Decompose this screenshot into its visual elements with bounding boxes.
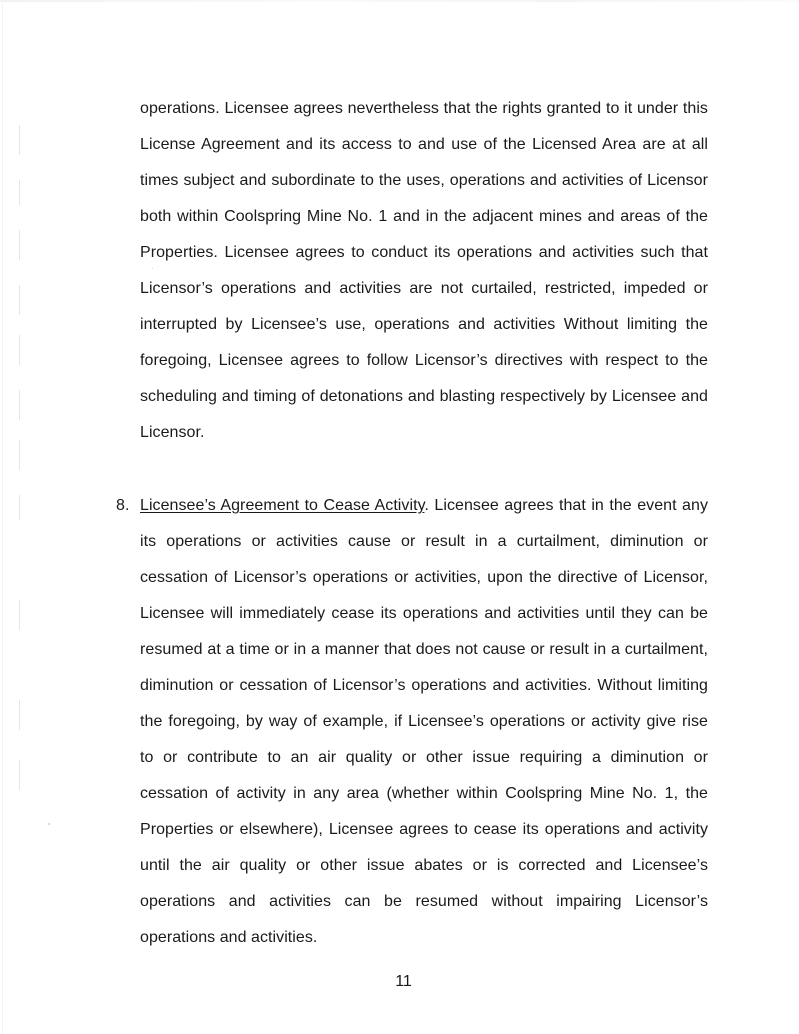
section-8-text: [140, 488, 708, 956]
scan-margin-mark: [19, 700, 20, 730]
scan-margin-mark: [19, 230, 20, 260]
section-body: Licensee agrees that in the event any its operations or activities cause or result in a curtailment, diminution or cessation of Licensor’s operations or activities, upon the directive of Licensor, Licensee will immediately cease its operations and activities until they can be resumed at a time or in a manner that does not cause or result in a curtailment, diminution or cessation of Licensor’s operations and activities. Without limiting the foregoing, by way of example, if Licensee’s operations or activity give rise to or contribute to an air quality or other issue requiring a diminution or cessation of activity in any area (whether within Coolspring Mine No. 1, the Properties or elsewhere), Licensee agrees to cease its operations and activity until the air quality or other issue abates or is corrected and Licensee’s operations and activities can be resumed without impairing Licensor’s operations and activities.: [140, 497, 708, 946]
continued-paragraph-text: operations. Licensee agrees nevertheless that the rights granted to it under this License Agreement and its access to and use of the Licensed Area are at all times subject and subordinate to the uses, operations and activities of Licensor both within Coolspring Mine No. 1 and in the adjacent mines and areas of the Properties. Licensee agrees to conduct its operations and activities such that Licensor’s operations and activities are not curtailed, restricted, impeded or interrupted by Licensee’s use, operations and activities Without limiting the foregoing, Licensee agrees to follow Licensor’s directives with respect to the scheduling and timing of detonations and blasting respectively by Licensee and Licensor.: [140, 100, 708, 441]
continued-paragraph: [140, 91, 708, 451]
scan-margin-mark: [19, 495, 20, 520]
scan-margin-mark: [19, 285, 20, 315]
page-number: 11: [395, 973, 412, 990]
section-8: [116, 488, 708, 956]
scan-margin-mark: [19, 335, 20, 365]
scan-edge-left: [2, 0, 3, 1034]
scan-margin-mark: [19, 180, 20, 205]
scan-margin-mark: [19, 440, 20, 470]
scan-edge-top: [0, 0, 799, 2]
section-heading: Licensee’s Agreement to Cease Activity: [140, 497, 425, 514]
scan-margin-mark: [19, 600, 20, 630]
scan-margin-mark: [19, 390, 20, 420]
section-number: 8.: [116, 497, 130, 514]
scan-margin-mark: [19, 125, 20, 155]
section-heading-suffix: .: [424, 497, 429, 514]
scan-speck: [48, 823, 50, 825]
scan-margin-mark: [19, 760, 20, 790]
